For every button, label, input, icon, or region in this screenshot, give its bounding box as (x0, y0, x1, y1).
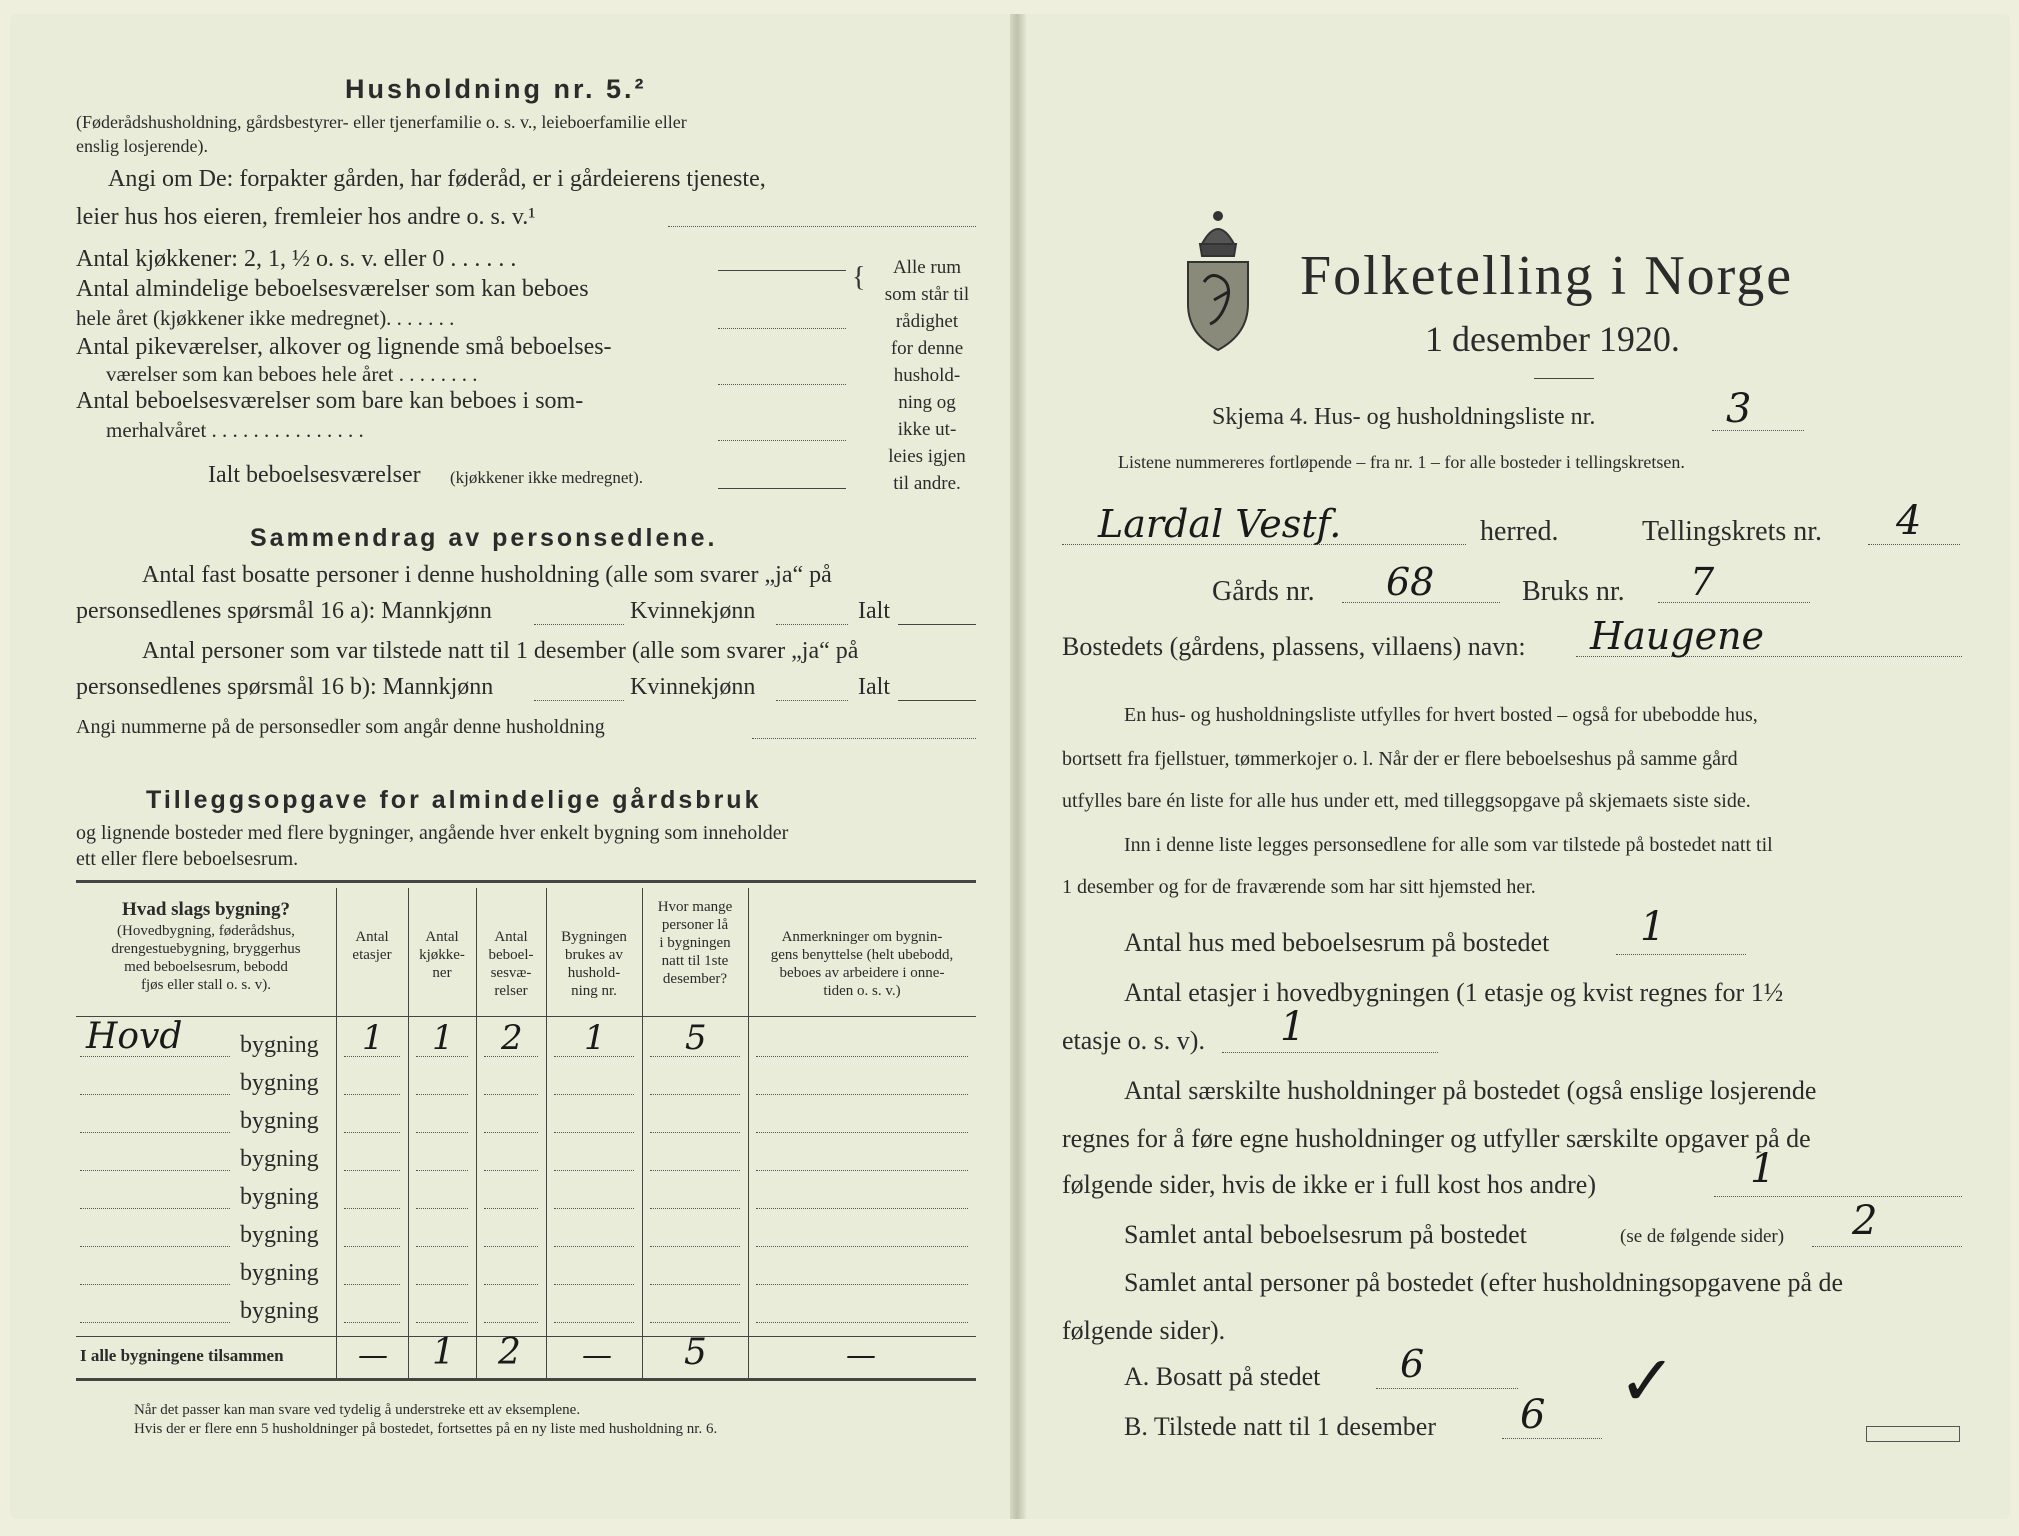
cell-vaerelser: 2 (501, 1018, 523, 1058)
cell-etasjer-field[interactable] (344, 1284, 400, 1285)
cell-kjokkener-field[interactable] (416, 1170, 468, 1171)
samlet-rum-value: 2 (1852, 1198, 1878, 1244)
sammendrag-b-line1: Antal personer som var tilstede natt til 1 desember (alle som svarer „ja“ på (142, 638, 859, 664)
cell-kjokkener-field[interactable] (416, 1284, 468, 1285)
title-rule (1534, 378, 1594, 379)
bygning-name-field[interactable] (80, 1284, 230, 1285)
cell-anm-field[interactable] (756, 1322, 968, 1323)
husholdninger-line-3: følgende sider, hvis de ikke er i full kost hos andre) (1062, 1170, 1596, 1199)
header-etasjer: Antal etasjer (352, 929, 392, 963)
cell-husholdning-field[interactable] (554, 1208, 634, 1209)
total-vaerelser: 2 (498, 1332, 521, 1373)
cell-vaerelser-field[interactable] (484, 1170, 538, 1171)
a-kvinne-answer[interactable] (776, 624, 848, 625)
alle-rum-line: Alle rum (892, 257, 962, 278)
left-page (10, 14, 1013, 1519)
tillegg-intro-1: og lignende bosteder med flere bygninger, angående hver enkelt bygning som inneholder (76, 822, 789, 844)
cell-personer-field[interactable] (650, 1132, 740, 1133)
herred-name: Lardal Vestf. (1098, 502, 1342, 546)
instruction-4: Inn i denne liste legges personsedlene for alle som var tilstede på bostedet natt til (1124, 834, 1773, 856)
book-spine (1010, 14, 1026, 1519)
cell-kjokkener-field[interactable] (416, 1246, 468, 1247)
cell-kjokkener: 1 (432, 1018, 454, 1058)
tillegg-intro-2: ett eller flere beboelsesrum. (76, 848, 299, 870)
brace-icon: { (852, 262, 866, 293)
angi-line-2: leier hus hos eieren, fremleier hos andre o. s. v.¹ (76, 204, 536, 230)
header-bygning: Hvad slags bygning? (Hovedbygning, føderådshus, drengestuebygning, bryggerhus med beboelsesrum, bebodd fjøs eller stall o. s. v). (111, 899, 301, 993)
sommer-answer[interactable] (718, 440, 846, 441)
sommer-label-2: merhalvåret . . . . . . . . . . . . . . . (106, 418, 364, 442)
total-anmerkninger: — (846, 1338, 876, 1373)
footnote-2: Hvis der er flere enn 5 husholdninger på bostedet, fortsettes på en ny liste med husholdning nr. 6. (134, 1421, 718, 1437)
header-vaerelser: Antal beboel- sesvæ- relser (488, 929, 534, 999)
sammendrag-a-line2: personsedlenes spørsmål 16 a): Mannkjønn (76, 598, 492, 624)
alle-rum-line: hushold- (893, 365, 961, 386)
cell-etasjer-field[interactable] (344, 1208, 400, 1209)
alm-answer[interactable] (718, 328, 846, 329)
a-ialt-answer[interactable] (898, 624, 976, 625)
husholdninger-line-2: regnes for å føre egne husholdninger og utfyller særskilte opgaver på de (1062, 1124, 1811, 1153)
sammendrag-a-line1: Antal fast bosatte personer i denne husholdning (alle som svarer „ja“ på (142, 562, 832, 588)
cell-anm-field[interactable] (756, 1208, 968, 1209)
household-title: Husholdning nr. 5.² (345, 74, 647, 104)
sammendrag-b-line2: personsedlenes spørsmål 16 b): Mannkjønn (76, 674, 494, 700)
cell-vaerelser-field[interactable] (484, 1208, 538, 1209)
cell-husholdning-field[interactable] (554, 1322, 634, 1323)
ialt-rooms-answer[interactable] (718, 488, 846, 489)
tilstede-answer-line[interactable] (1502, 1438, 1602, 1439)
footnote-1: Når det passer kan man svare ved tydelig å understreke ett av eksemplene. (134, 1402, 581, 1418)
table-total-top-rule (76, 1336, 976, 1337)
cell-husholdning-field[interactable] (554, 1132, 634, 1133)
ialt-rooms-label: Ialt beboelsesværelser (208, 462, 421, 488)
total-personer: 5 (684, 1332, 707, 1373)
cell-anm-field[interactable] (756, 1246, 968, 1247)
skjema-label: Skjema 4. Hus- og husholdningsliste nr. (1212, 404, 1596, 430)
angi-nummerne: Angi nummerne på de personsedler som angår denne husholdning (76, 716, 605, 738)
tellingskrets-label: Tellingskrets nr. (1642, 516, 1823, 547)
cell-kjokkener-field[interactable] (416, 1208, 468, 1209)
cell-anm-field[interactable] (756, 1056, 968, 1057)
cell-personer-field[interactable] (650, 1208, 740, 1209)
cell-husholdning-field[interactable] (554, 1246, 634, 1247)
table-top-rule (76, 880, 976, 883)
husholdninger-value: 1 (1750, 1146, 1776, 1192)
gards-number: 68 (1386, 560, 1435, 604)
kjokkener-answer[interactable] (718, 270, 846, 271)
angi-nummerne-answer[interactable] (752, 738, 976, 739)
bygning-name-field[interactable] (80, 1208, 230, 1209)
alle-rum-line: leies igjen (888, 446, 966, 467)
total-kjokkener: 1 (432, 1332, 455, 1373)
b-ialt-answer[interactable] (898, 700, 976, 701)
header-anmerkninger: Anmerkninger om bygnin- gens benyttelse (helt ubebodd, beboes av arbeidere i onne- tiden o. s. v.) (770, 929, 954, 999)
bosatt-answer-line[interactable] (1376, 1388, 1518, 1389)
bygning-suffix: bygning (240, 1184, 319, 1210)
hus-label: Antal hus med beboelsesrum på bostedet (1124, 928, 1550, 957)
cell-kjokkener-field[interactable] (416, 1322, 468, 1323)
tilstede-label: B. Tilstede natt til 1 desember (1124, 1412, 1436, 1441)
alle-rum-line: som står til (884, 284, 970, 305)
listene-note: Listene nummereres fortløpende – fra nr. 1 – for alle bosteder i tellingskretsen. (1118, 452, 1685, 472)
b-kvinne-answer[interactable] (776, 700, 848, 701)
bygning-suffix: bygning (240, 1108, 319, 1134)
b-kvinne-label: Kvinnekjønn (630, 674, 756, 700)
instruction-5: 1 desember og for de fraværende som har sitt hjemsted her. (1062, 876, 1536, 898)
pike-label-2: værelser som kan beboes hele året . . . . . . . . (106, 362, 478, 386)
bruks-label: Bruks nr. (1522, 576, 1625, 607)
cell-personer: 5 (685, 1018, 707, 1058)
gards-label: Gårds nr. (1212, 576, 1315, 607)
bygning-name-field[interactable] (80, 1322, 230, 1323)
check-mark-icon: ✓ (1618, 1340, 1677, 1422)
cell-etasjer-field[interactable] (344, 1170, 400, 1171)
cell-husholdning-field[interactable] (554, 1094, 634, 1095)
cell-husholdning-field[interactable] (554, 1170, 634, 1171)
cell-vaerelser-field[interactable] (484, 1246, 538, 1247)
herred-label: herred. (1480, 516, 1559, 547)
tellingskrets-answer-line[interactable] (1868, 544, 1960, 545)
header-personer: Hvor mange personer lå i bygningen natt til 1ste desember? (657, 899, 733, 987)
coat-of-arms-icon (1180, 204, 1256, 354)
bosted-label: Bostedets (gårdens, plassens, villaens) navn: (1062, 632, 1526, 661)
samlet-rum-note: (se de følgende sider) (1620, 1226, 1785, 1247)
pike-answer[interactable] (718, 384, 846, 385)
bygning-name-field[interactable] (80, 1094, 230, 1095)
cell-vaerelser-field[interactable] (484, 1322, 538, 1323)
bygning-name-field[interactable] (80, 1246, 230, 1247)
bygning-suffix: bygning (240, 1222, 319, 1248)
cell-personer-field[interactable] (650, 1322, 740, 1323)
cell-personer-field[interactable] (650, 1170, 740, 1171)
bruks-answer-line[interactable] (1658, 602, 1810, 603)
tellingskrets-number: 4 (1896, 498, 1922, 544)
a-kvinne-label: Kvinnekjønn (630, 598, 756, 624)
table-bottom-rule (76, 1378, 976, 1381)
cell-etasjer-field[interactable] (344, 1246, 400, 1247)
a-ialt-label: Ialt (858, 598, 890, 624)
cell-personer-field[interactable] (650, 1246, 740, 1247)
alm-label-2: hele året (kjøkkener ikke medregnet). . . . . . . (76, 306, 455, 330)
cell-vaerelser-field[interactable] (484, 1132, 538, 1133)
alle-rum-line: for denne (890, 338, 964, 359)
etasjer-line-1: Antal etasjer i hovedbygningen (1 etasje og kvist regnes for 1½ (1124, 978, 1784, 1007)
angi-answer-line[interactable] (668, 226, 976, 227)
husholdninger-answer-line[interactable] (1714, 1196, 1962, 1197)
cell-etasjer-field[interactable] (344, 1322, 400, 1323)
alle-rum-line: rådighet (895, 311, 959, 332)
cell-anm-field[interactable] (756, 1170, 968, 1171)
b-mann-answer[interactable] (534, 700, 624, 701)
bygning-suffix: bygning (240, 1146, 319, 1172)
table-header-rule (76, 1016, 976, 1017)
bosted-name: Haugene (1590, 614, 1765, 658)
cell-anm-field[interactable] (756, 1094, 968, 1095)
cell-etasjer: 1 (362, 1018, 384, 1058)
pike-label-1: Antal pikeværelser, alkover og lignende små beboelses- (76, 334, 612, 360)
header-husholdning: Bygningen brukes av hushold- ning nr. (561, 929, 627, 999)
bygning-name: Hovd (86, 1016, 183, 1057)
cell-anm-field[interactable] (756, 1132, 968, 1133)
total-etasjer: — (358, 1338, 388, 1373)
total-row-label: I alle bygningene tilsammen (80, 1346, 284, 1365)
etasjer-value: 1 (1280, 1004, 1306, 1050)
alle-rum-note (872, 254, 982, 497)
cell-anm-field[interactable] (756, 1284, 968, 1285)
etasjer-line-2: etasje o. s. v). (1062, 1026, 1205, 1055)
ialt-rooms-note: (kjøkkener ikke medregnet). (450, 468, 644, 487)
header-kjokkener: Antal kjøkke- ner (419, 929, 465, 981)
etasjer-answer-line[interactable] (1222, 1052, 1438, 1053)
bygning-suffix: bygning (240, 1032, 319, 1058)
cell-personer-field[interactable] (650, 1284, 740, 1285)
sammendrag-title: Sammendrag av personsedlene. (250, 524, 718, 552)
bygning-suffix: bygning (240, 1070, 319, 1096)
hus-answer-line[interactable] (1616, 954, 1746, 955)
instruction-2: bortsett fra fjellstuer, tømmerkojer o. l. Når der er flere beboelseshus på samme gård (1062, 748, 1738, 770)
alle-rum-line: ning og (898, 392, 956, 413)
instruction-1: En hus- og husholdningsliste utfylles for hvert bosted – også for ubebodde hus, (1124, 704, 1758, 726)
sommer-label-1: Antal beboelsesværelser som bare kan beboes i som- (76, 388, 584, 414)
cell-etasjer-field[interactable] (344, 1094, 400, 1095)
instruction-3: utfylles bare én liste for alle hus under ett, med tilleggsopgave på skjemaets siste side. (1062, 790, 1751, 812)
alle-rum-line: til andre. (893, 473, 961, 494)
hus-value: 1 (1640, 904, 1666, 950)
bosatt-value: 6 (1400, 1342, 1425, 1386)
bosatt-label: A. Bosatt på stedet (1124, 1362, 1321, 1391)
tillegg-title: Tilleggsopgave for almindelige gårdsbruk (146, 786, 762, 814)
household-intro-1: (Føderådshusholdning, gårdsbestyrer- eller tjenerfamilie o. s. v., leieboerfamilie eller (76, 112, 687, 132)
household-intro-2: enslig losjerende). (76, 136, 208, 156)
bruks-number: 7 (1690, 560, 1715, 604)
angi-line-1: Angi om De: forpakter gården, har føderåd, er i gårdeierens tjeneste, (108, 166, 766, 192)
b-ialt-label: Ialt (858, 674, 890, 700)
cell-husholdning-field[interactable] (554, 1284, 634, 1285)
samlet-personer-line-2: følgende sider). (1062, 1316, 1226, 1345)
kjokkener-label: Antal kjøkkener: 2, 1, ½ o. s. v. eller 0 . . . . . . (76, 246, 517, 272)
bygning-suffix: bygning (240, 1260, 319, 1286)
samlet-rum-label: Samlet antal beboelsesrum på bostedet (1124, 1220, 1527, 1249)
cell-kjokkener-field[interactable] (416, 1132, 468, 1133)
bygning-suffix: bygning (240, 1298, 319, 1324)
samlet-rum-answer-line[interactable] (1812, 1246, 1962, 1247)
samlet-personer-line-1: Samlet antal personer på bostedet (efter husholdningsopgavene på de (1124, 1268, 1844, 1297)
census-date: 1 desember 1920. (1425, 319, 1680, 359)
skjema-number: 3 (1726, 386, 1752, 432)
bygning-name-field[interactable] (80, 1170, 230, 1171)
a-mann-answer[interactable] (534, 624, 624, 625)
cell-kjokkener-field[interactable] (416, 1094, 468, 1095)
alle-rum-line: ikke ut- (897, 419, 957, 440)
cell-vaerelser-field[interactable] (484, 1094, 538, 1095)
printer-stamp-icon (1866, 1426, 1960, 1442)
husholdninger-line-1: Antal særskilte husholdninger på bostedet (også enslige losjerende (1124, 1076, 1817, 1105)
total-husholdning: — (582, 1338, 612, 1373)
bygning-name-field[interactable] (80, 1132, 230, 1133)
cell-vaerelser-field[interactable] (484, 1284, 538, 1285)
cell-personer-field[interactable] (650, 1094, 740, 1095)
census-title: Folketelling i Norge (1300, 245, 1794, 307)
tilstede-value: 6 (1520, 1392, 1546, 1438)
cell-etasjer-field[interactable] (344, 1132, 400, 1133)
alm-label-1: Antal almindelige beboelsesværelser som kan beboes (76, 276, 589, 302)
cell-husholdning: 1 (584, 1018, 606, 1058)
